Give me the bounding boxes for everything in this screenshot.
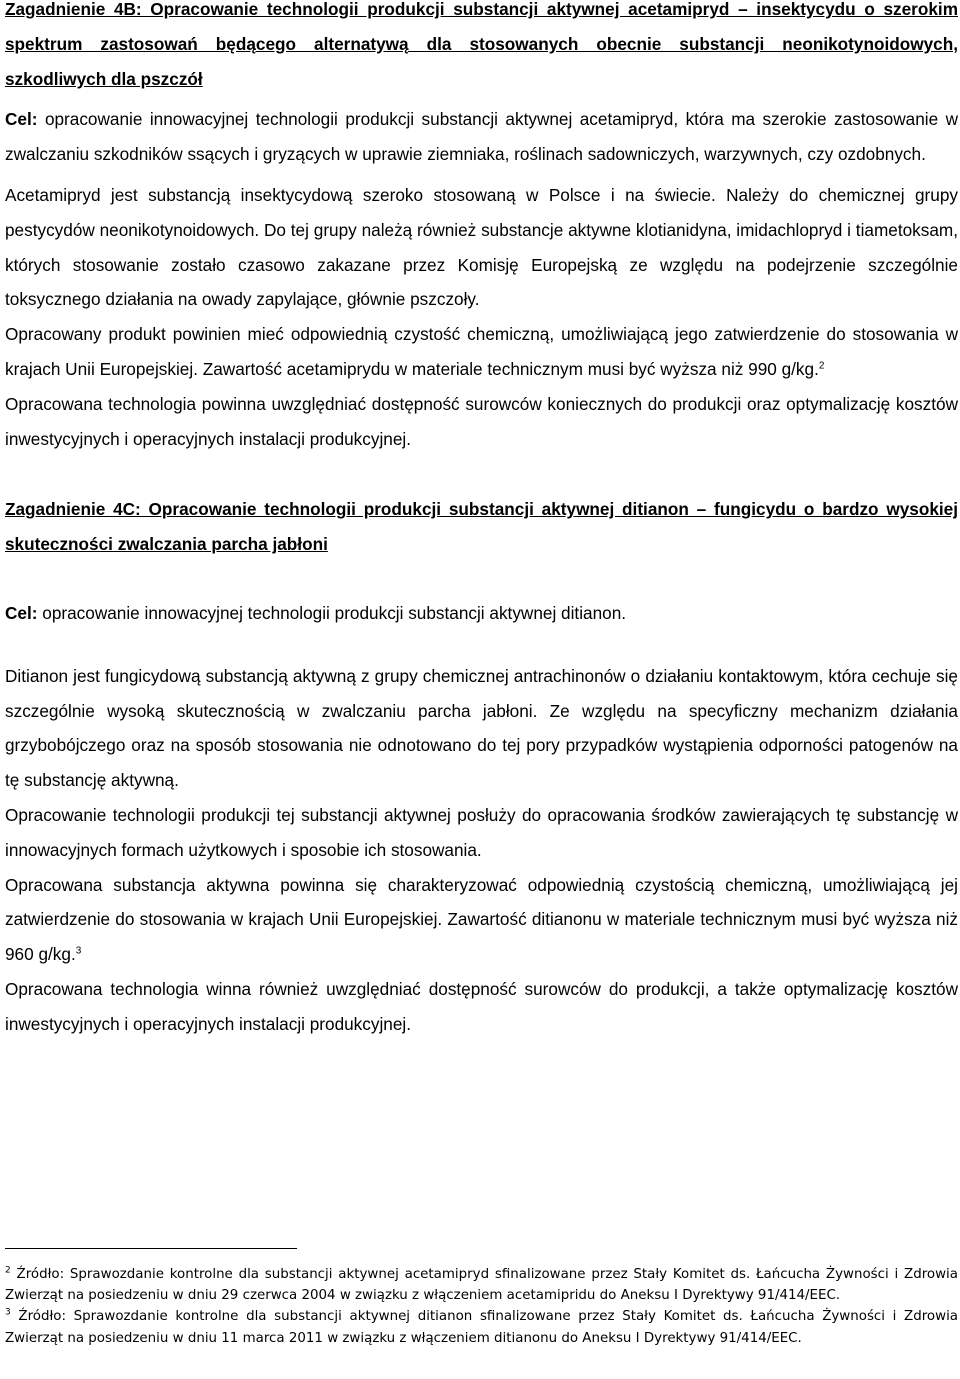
section-4c-paragraph-3 — [5, 868, 958, 972]
footnote-text: Źródło: Sprawozdanie kontrolne dla substancji aktywnej — [16, 1267, 399, 1282]
footnote-text: sfinalizowane przez Stały Komitet ds. Łańcucha Żywności i Zdrowia Zwierząt na posiedzeniu w dniu 29 czerwca 2004 w związku z włączeniem acetamipridu do Aneksu I Dyrektywy 91/414/EEC. — [5, 1267, 958, 1304]
footnote-substance: acetamipryd — [404, 1267, 490, 1282]
goal-text: opracowanie innowacyjnej technologii produkcji substancji aktywnej acetamipryd, która ma szerokie zastosowanie w zwalczaniu szkodników ssących i gryzących w uprawie ziemniaka, roślinach sadowniczych, warzywnych, czy ozdobnych. — [5, 109, 958, 165]
footnote-3 — [5, 1306, 958, 1348]
footnote-2 — [5, 1264, 958, 1306]
section-4c-heading: Zagadnienie 4C: Opracowanie technologii produkcji substancji aktywnej ditianon – fungicydu o bardzo wysokiej skuteczności zwalczania parcha jabłoni — [5, 499, 958, 555]
goal-text: opracowanie innowacyjnej technologii produkcji substancji aktywnej ditianon. — [42, 602, 627, 623]
section-4c-goal — [5, 596, 958, 631]
footnotes — [5, 1248, 958, 1349]
section-4b-paragraph-3: Opracowana technologia powinna uwzględniać dostępność surowców koniecznych do produkcji oraz optymalizację kosztów inwestycyjnych i operacyjnych instalacji produkcyjnej. — [5, 393, 958, 449]
document-page — [5, 0, 958, 1042]
footnote-text: Źródło: Sprawozdanie kontrolne dla substancji aktywnej — [18, 1309, 411, 1325]
footnote-reference[interactable]: 3 — [75, 945, 82, 957]
section-4b-heading: Zagadnienie 4B: Opracowanie technologii produkcji substancji aktywnej acetamipryd – insektycydu o szerokim spektrum zastosowań będącego alternatywą dla stosowanych obecnie substancji neonikotynoidowych, szkodliwych dla pszczół — [5, 0, 958, 89]
section-4b-paragraph-2 — [5, 317, 958, 387]
footnote-reference[interactable]: 2 — [818, 360, 825, 372]
goal-label: Cel: — [5, 109, 38, 130]
goal-label: Cel: — [5, 602, 38, 623]
footnote-number: 3 — [5, 1307, 11, 1318]
section-4b-paragraph-1: Acetamipryd jest substancją insektycydową szeroko stosowaną w Polsce i na świecie. Należy do chemicznej grupy pestycydów neonikotynoidowych. Do tej grupy należą również substancje aktywne klotianidyna, imidachlopryd i tiametoksam, których stosowanie zostało czasowo zakazane przez Komisję Europejską ze względu na podejrzenie szczególnie toksycznego działania na owady zapylające, głównie pszczoły. — [5, 184, 958, 310]
footnote-text: sfinalizowane przez Stały Komitet ds. Łańcucha Żywności i Zdrowia Zwierząt na posiedzeniu w dniu 11 marca 2011 w związku z włączeniem ditianonu do Aneksu I Dyrektywy 91/414/EEC. — [5, 1309, 958, 1346]
footnote-separator — [5, 1248, 297, 1249]
section-4b-goal — [5, 102, 958, 172]
footnote-substance: ditianon — [417, 1309, 473, 1325]
section-4c-paragraph-2: Opracowanie technologii produkcji tej substancji aktywnej posłuży do opracowania środków zawierających tę substancję w innowacyjnych formach użytkowych i sposobie ich stosowania. — [5, 804, 958, 860]
footnote-number: 2 — [5, 1265, 11, 1276]
paragraph-text: Opracowana substancja aktywna powinna się charakteryzować odpowiednią czystością chemiczną, umożliwiającą jej zatwierdzenie do stosowania w krajach Unii Europejskiej. Zawartość ditianonu w materiale technicznym musi być wyższa niż 960 g/kg. — [5, 874, 958, 965]
section-4c-paragraph-4: Opracowana technologia winna również uwzględniać dostępność surowców do produkcji, a także optymalizację kosztów inwestycyjnych i operacyjnych instalacji produkcyjnej. — [5, 978, 958, 1034]
paragraph-text: Opracowany produkt powinien mieć odpowiednią czystość chemiczną, umożliwiającą jego zatwierdzenie do stosowania w krajach Unii Europejskiej. Zawartość acetamiprydu w materiale technicznym musi być wyższa niż 990 g/kg. — [5, 324, 958, 379]
section-4c-paragraph-1: Ditianon jest fungicydową substancją aktywną z grupy chemicznej antrachinonów o działaniu kontaktowym, która cechuje się szczególnie wysoką skutecznością w zwalczaniu parcha jabłoni. Ze względu na specyficzny mechanizm działania grzybobójczego oraz na sposób stosowania nie odnotowano do tej pory przypadków wystąpienia odporności patogenów na tę substancję aktywną. — [5, 665, 958, 791]
